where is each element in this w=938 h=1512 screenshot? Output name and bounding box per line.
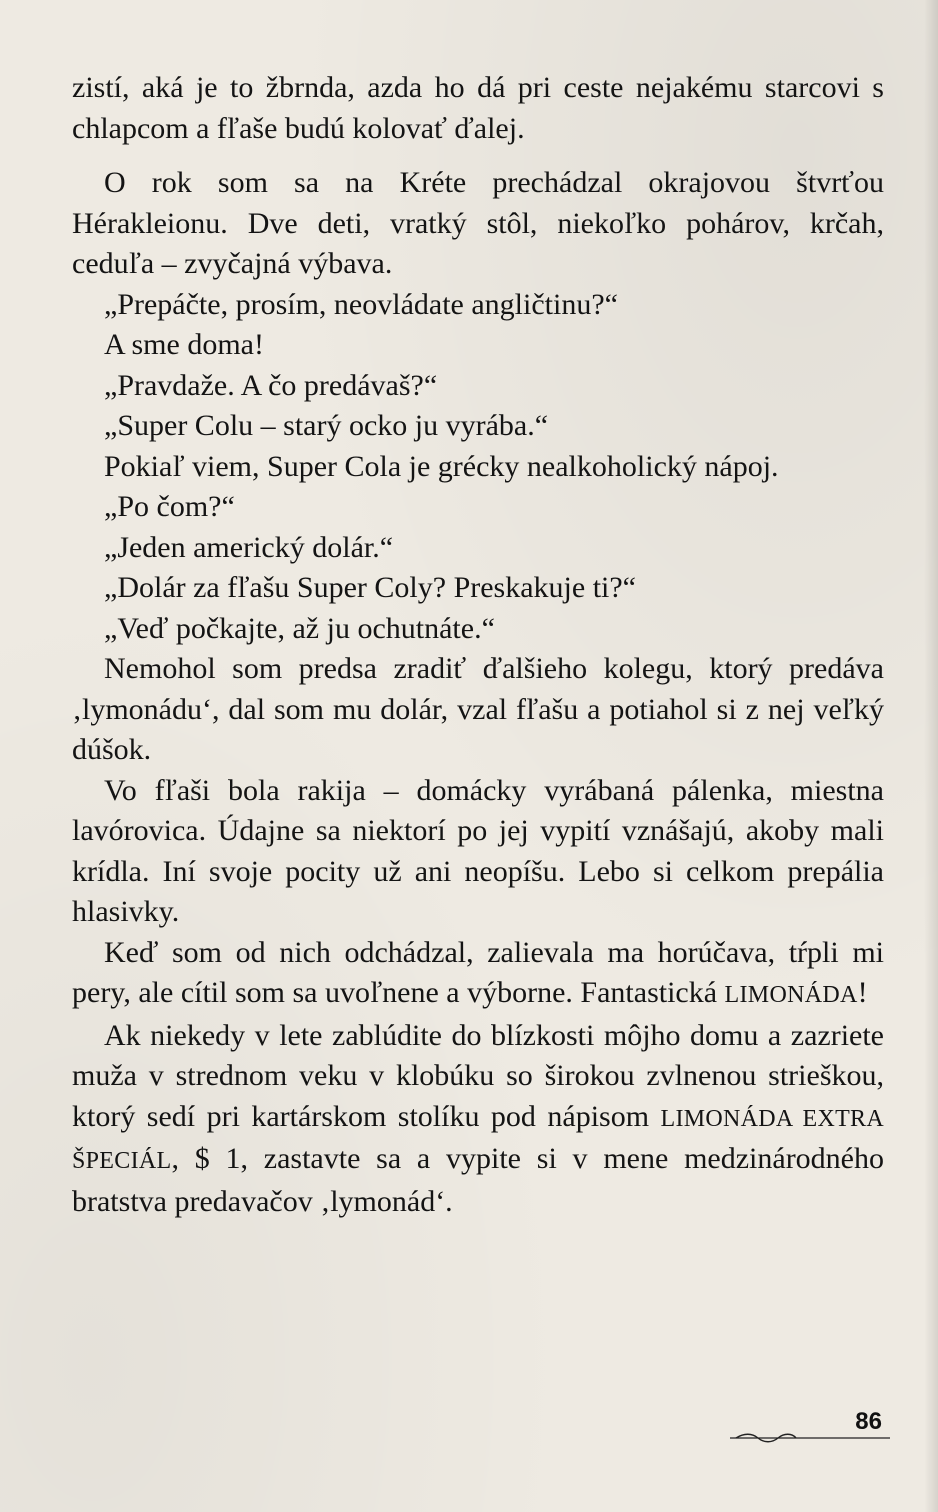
paragraph-text: Keď som od nich odchádzal, zalievala ma horúčava, tŕpli mi pery, ale cítil som sa uvoľnene a výborne. Fantastická	[72, 935, 884, 1009]
small-caps-limonada: LIMONÁDA	[724, 982, 858, 1008]
dialogue-line: „Veď počkajte, až ju ochutnáte.“	[104, 611, 495, 645]
paragraph-narration: Pokiaľ viem, Super Cola je grécky nealkoholický nápoj.	[104, 449, 779, 483]
dialogue-line: „Dolár za fľašu Super Coly? Preskakuje ti?“	[104, 571, 637, 604]
paragraph-continuation: zistí, aká je to žbrnda, azda ho dá pri ceste nejakému starcovi s chlapcom a fľaše budú kolovať ďalej.	[72, 71, 884, 145]
paragraph-crete: O rok som sa na Kréte prechádzal okrajovou štvrťou Hérakleionu. Dve deti, vratký stôl, niekoľko pohárov, krčah, ceduľa – zvyčajná výbava.	[72, 166, 884, 280]
paragraph-narration: Vo fľaši bola rakija – domácky vyrábaná pálenka, miestna lavórovica. Údajne sa niektorí po jej vypití vznášajú, akoby mali krídla. Iní svoje pocity už ani neopíšu. Lebo si celkom prepália hlasivky.	[72, 773, 884, 928]
dialogue-line: „Super Colu – starý ocko ju vyrába.“	[104, 409, 549, 442]
page-edge-shadow	[924, 0, 938, 1512]
dialogue-line: A sme doma!	[104, 328, 264, 361]
dialogue-line: „Prepáčte, prosím, neovládate angličtinu?“	[104, 287, 618, 321]
paragraph-text: , $ 1, zastavte sa a vypite si v mene medzinárodného bratstva predavačov ‚lymonád‘.	[72, 1142, 884, 1218]
paragraph-narration	[72, 1016, 884, 1223]
page-number: 86	[855, 1408, 882, 1435]
paragraph-narration: Nemohol som predsa zradiť ďalšieho kolegu, ktorý predáva ‚lymonádu‘, dal som mu dolár, vzal fľašu a potiahol si z nej veľký dúšok.	[72, 652, 884, 766]
paragraph-text: !	[857, 976, 868, 1009]
page-footer	[730, 1404, 890, 1444]
dialogue-line: „Jeden americký dolár.“	[104, 530, 394, 564]
paragraph-narration	[72, 933, 884, 1016]
small-caps-sign: LIMONÁDA EXTRA ŠPECIÁL	[72, 1105, 884, 1174]
page-text	[72, 68, 884, 1222]
dialogue-line: „Pravdaže. A čo predávaš?“	[104, 368, 438, 402]
dialogue-line: „Po čom?“	[104, 490, 235, 523]
paragraph-text: Ak niekedy v lete zablúdite do blízkosti môjho domu a zazriete muža v strednom veku v klobúku so širokou zvlnenou strieškou, ktorý sedí pri kartárskom stolíku pod nápisom	[72, 1018, 884, 1133]
